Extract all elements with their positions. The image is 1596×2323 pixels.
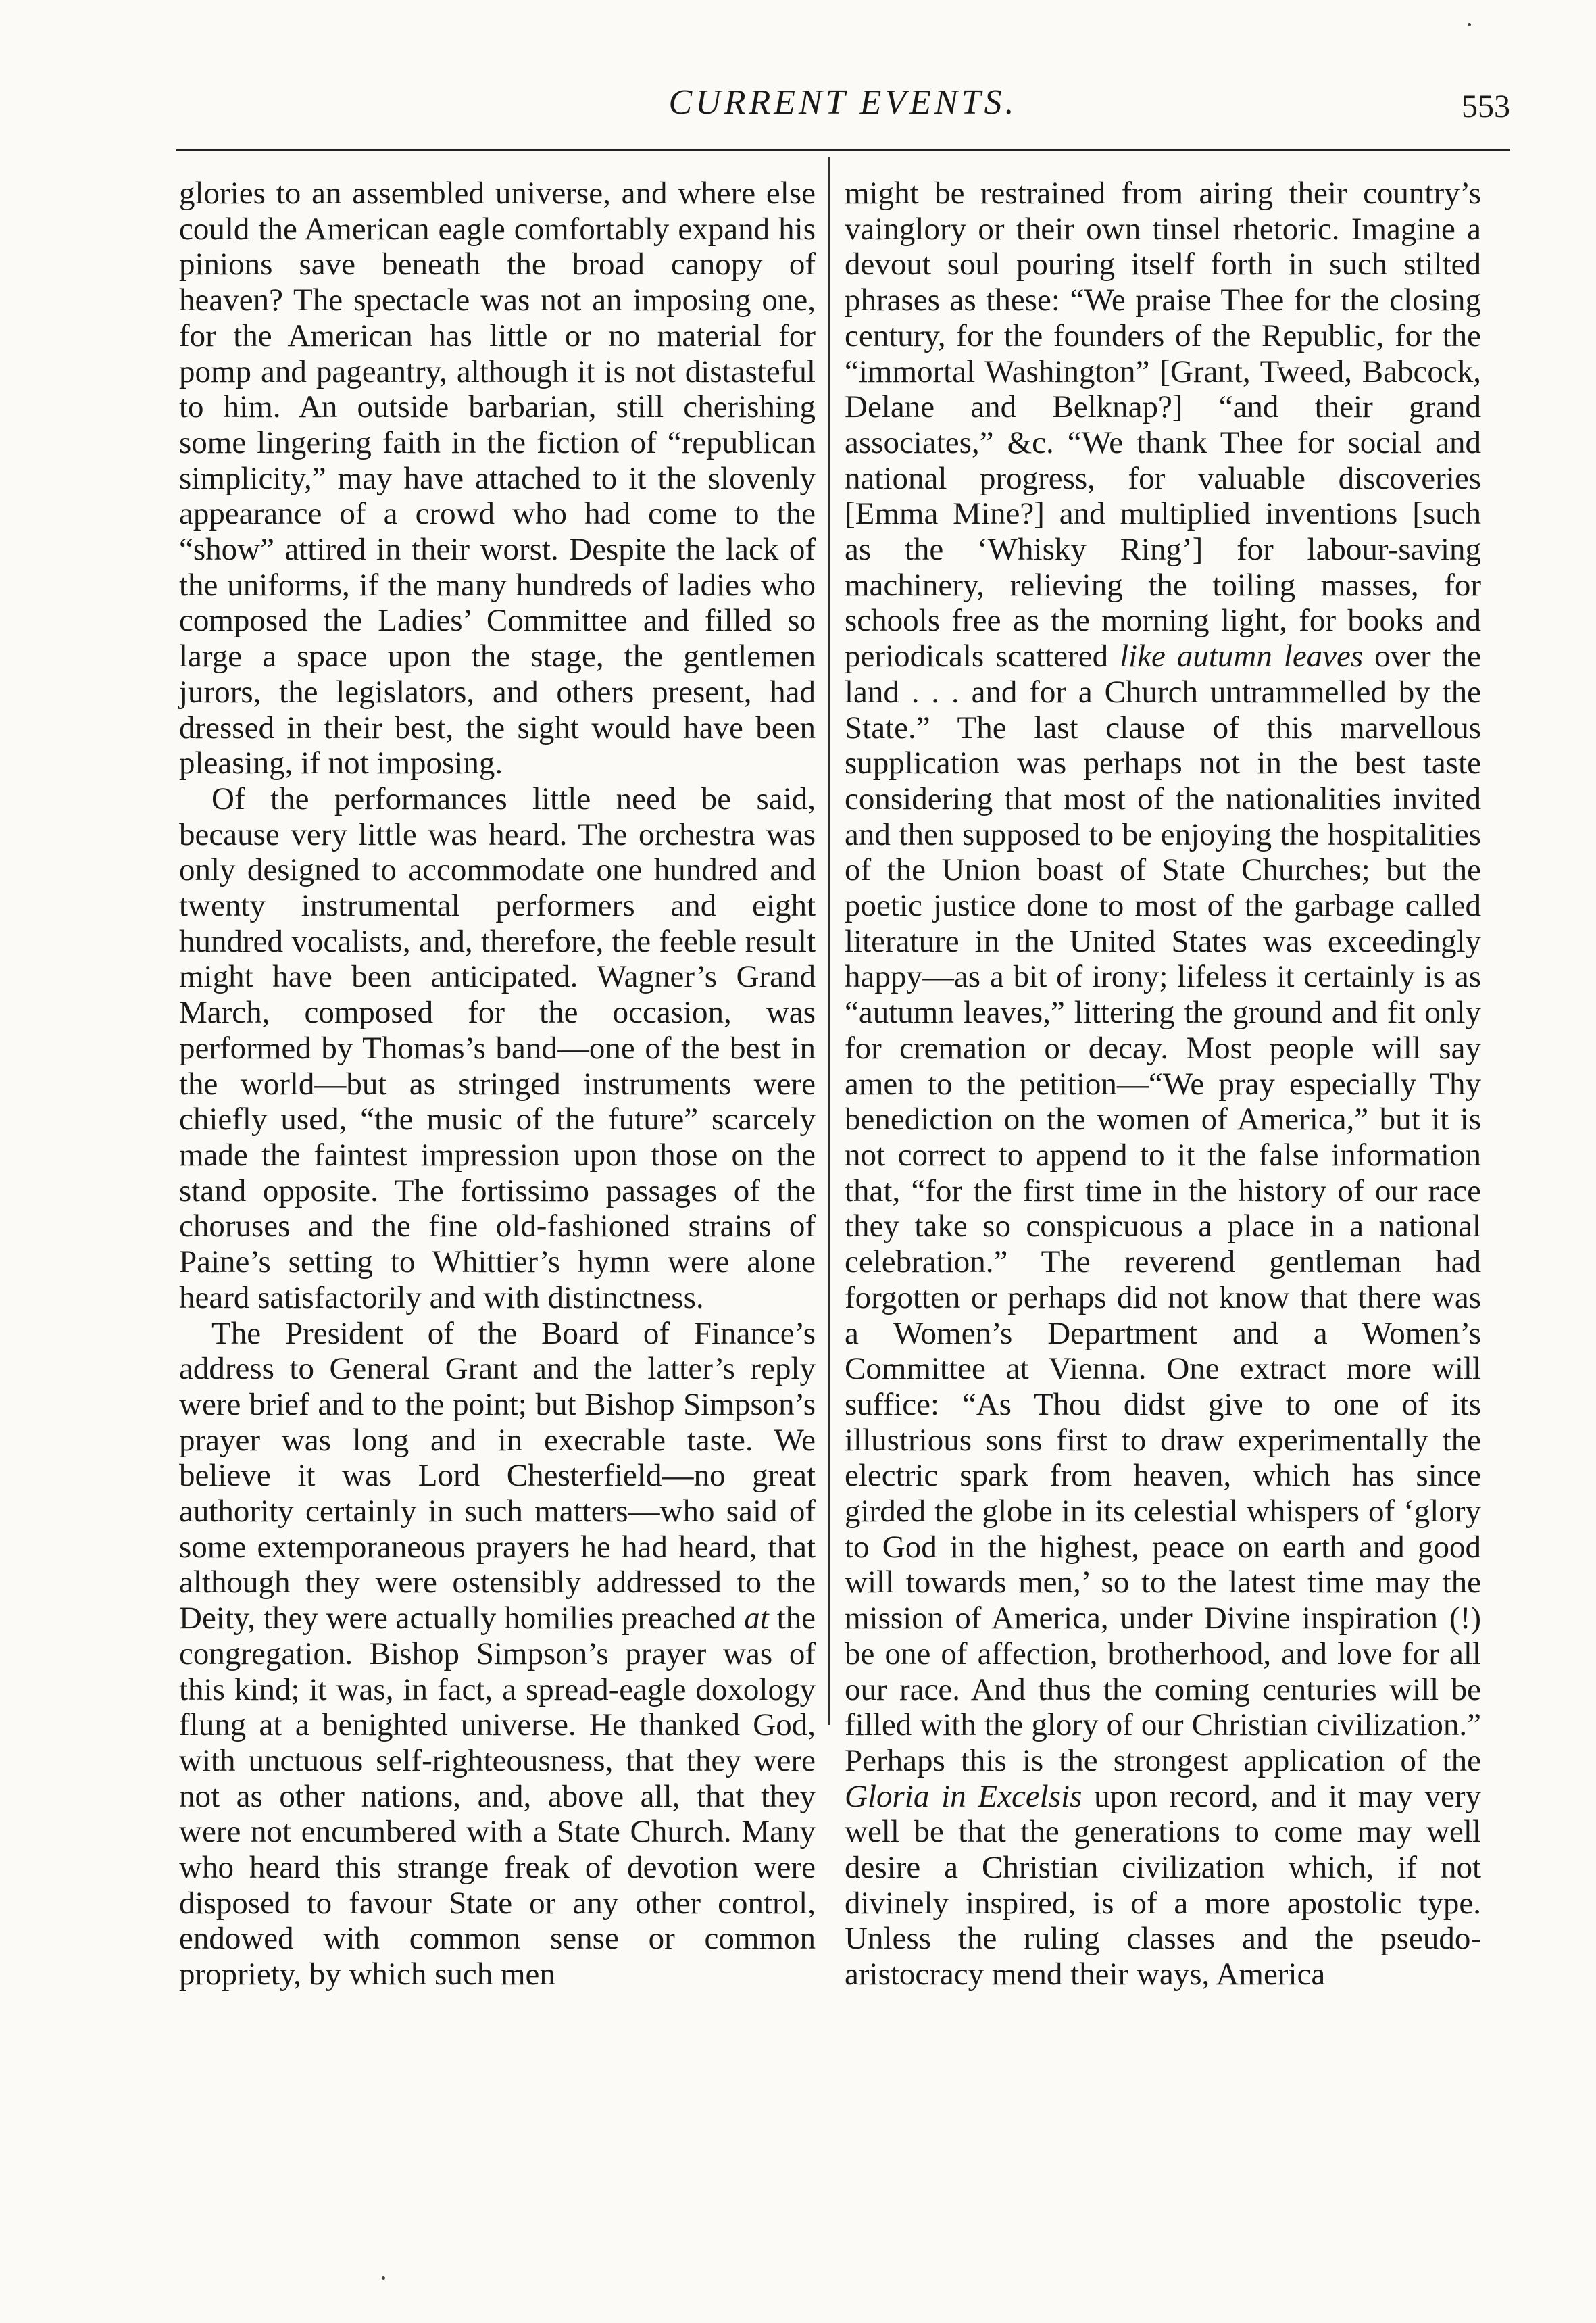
column-rule [828, 157, 830, 1725]
print-speck [382, 2276, 385, 2280]
paragraph-performances: Of the performances little need be said, because very little was heard. The orchestra was only designed to accommodate one hundred and twenty instrumental performers and eight hundred vocalists, and, therefore, the feeble result might have been anticipated. Wagner’s Grand March, composed for the occasion, was performed by Thomas’s band—one of the best in the world—but as stringed instruments were chiefly used, “the music of the future” scarcely made the faintest impression upon those on the stand opposite. The fortissimo passages of the choruses and the fine old-fashioned strains of Paine’s setting to Whittier’s hymn were alone heard satisfactorily and with distinctness. [179, 781, 816, 1315]
text-run: The President of the Board of Finance’s address to General Grant and the latter’s reply were brief and to the point; but Bishop Simpson’s prayer was long and in execrable taste. We believe it was Lord Chesterfield—no great authority certainly in such matters—who said of some extemporaneous prayers he had heard, that although they were ostensibly addressed to the Deity, they were actually homilies preached [179, 1315, 816, 1636]
italic-like-autumn-leaves: like autumn leaves [1120, 639, 1364, 675]
running-header [176, 74, 1510, 151]
left-column [179, 176, 816, 1992]
print-speck [1468, 23, 1471, 26]
text-run: upon record, and it may very well be that the generations to come may well desire a Christian civilization which, if not divinely inspired, is of a more apostolic type. Unless the ruling classes and the pseudo-aristocracy mend their ways, America [845, 1778, 1481, 1992]
text-run: might be restrained from airing their country’s vainglory or their own tinsel rhetoric. Imagine a devout soul pouring itself forth in such stilted phrases as these: “We praise Thee for the closing century, for the founders of the Republic, for the “immortal Washington” [Grant, Tweed, Babcock, Delane and Belknap?] “and their grand associates,” &c. “We thank Thee for social and national progress, for valuable discoveries [Emma Mine?] and multiplied inventions [such as the ‘Whisky Ring’] for labour-saving machinery, relieving the toiling masses, for schools free as the morning light, for books and periodicals scattered [845, 176, 1481, 675]
right-column [845, 176, 1481, 1992]
paragraph-restrained [845, 176, 1481, 1992]
italic-at: at [744, 1600, 769, 1636]
page-number: 553 [1462, 89, 1510, 124]
paragraph-president [179, 1316, 816, 1992]
italic-gloria-in-excelsis: Gloria in Excelsis [845, 1778, 1082, 1814]
text-run: the congregation. Bishop Simpson’s prayer was of this kind; it was, in fact, a spread-eagle doxology flung at a benighted universe. He thanked God, with unctuous self-righteousness, that they were not as other nations, and, above all, that they were not encumbered with a State Church. Many who heard this strange freak of devotion were disposed to favour State or any other control, endowed with common sense or common propriety, by which such men [179, 1600, 816, 1992]
paragraph-glories: glories to an assembled universe, and where else could the American eagle comfortably expand his pinions save beneath the broad canopy of heaven? The spectacle was not an imposing one, for the American has little or no material for pomp and pageantry, although it is not distasteful to him. An outside barbarian, still cherishing some lingering faith in the fiction of “republican simplicity,” may have attached to it the slovenly appearance of a crowd who had come to the “show” attired in their worst. Despite the lack of the uniforms, if the many hundreds of ladies who composed the Ladies’ Committee and filled so large a space upon the stage, the gentlemen jurors, the legislators, and others present, had dressed in their best, the sight would have been pleasing, if not imposing. [179, 176, 816, 781]
running-title: CURRENT EVENTS. [668, 83, 1018, 122]
text-run: over the land . . . and for a Church untrammelled by the State.” The last clause of this marvellous supplication was perhaps not in the best taste considering that most of the nationalities invited and then supposed to be enjoying the hospitalities of the Union boast of State Churches; but the poetic justice done to most of the garbage called literature in the United States was exceedingly happy—as a bit of irony; lifeless it certainly is as “autumn leaves,” littering the ground and fit only for cremation or decay. Most people will say amen to the petition—“We pray especially Thy benediction on the women of America,” but it is not correct to append to it the false information that, “for the first time in the history of our race they take so conspicuous a place in a national celebration.” The reverend gentleman had forgotten or perhaps did not know that there was a Women’s Department and a Women’s Committee at Vienna. One extract more will suffice: “As Thou didst give to one of its illustrious sons first to draw experimentally the electric spark from heaven, which has since girded the globe in its celestial whispers of ‘glory to God in the highest, peace on earth and good will towards men,’ so to the latest time may the mission of America, under Divine inspiration (!) be one of affection, brotherhood, and love for all our race. And thus the coming centuries will be filled with the glory of our Christian civilization.” Perhaps this is the strongest application of the [845, 639, 1481, 1778]
